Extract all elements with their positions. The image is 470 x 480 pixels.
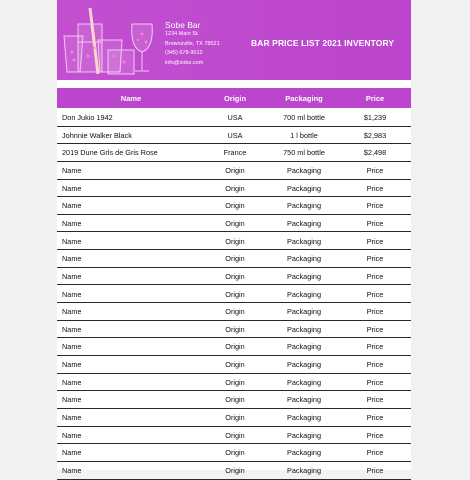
cell-origin: USA bbox=[227, 130, 243, 140]
table-row bbox=[57, 390, 411, 409]
table-row bbox=[57, 426, 411, 445]
cell-name: Name bbox=[62, 360, 82, 370]
cell-price: $2,983 bbox=[363, 130, 387, 140]
cell-packaging: Packaging bbox=[286, 218, 322, 228]
cell-price: Price bbox=[366, 360, 384, 370]
price-list-page bbox=[57, 0, 411, 475]
business-city: Brownsville, TX 78521 bbox=[165, 40, 220, 47]
business-info bbox=[165, 20, 220, 68]
business-name: Sobe Bar bbox=[165, 20, 201, 30]
column-header-price: Price bbox=[365, 94, 385, 103]
cell-packaging: Packaging bbox=[286, 448, 322, 458]
cell-origin: USA bbox=[227, 113, 243, 122]
table-row bbox=[57, 267, 411, 286]
cell-packaging: Packaging bbox=[286, 324, 322, 334]
table-row bbox=[57, 373, 411, 392]
cell-price: Price bbox=[366, 448, 384, 458]
cell-origin: Origin bbox=[225, 377, 245, 387]
cell-packaging: Packaging bbox=[286, 342, 322, 352]
table-row bbox=[57, 285, 411, 304]
cell-packaging: Packaging bbox=[286, 183, 322, 193]
cell-origin: Origin bbox=[225, 324, 245, 334]
cell-packaging: Packaging bbox=[286, 430, 322, 440]
cell-origin: Origin bbox=[225, 183, 245, 193]
column-header-origin: Origin bbox=[223, 94, 247, 103]
cell-name: Name bbox=[62, 183, 82, 193]
column-header-packaging: Packaging bbox=[285, 94, 323, 103]
cell-packaging: Packaging bbox=[286, 271, 322, 281]
table-row bbox=[57, 143, 411, 162]
cell-name: 2019 Dune Grls de Gris Rose bbox=[62, 148, 158, 158]
cell-packaging: Packaging bbox=[286, 201, 322, 211]
cell-price: Price bbox=[366, 395, 384, 405]
cell-name: Name bbox=[62, 413, 82, 423]
table-row bbox=[57, 126, 411, 145]
cell-packaging: Packaging bbox=[286, 377, 322, 387]
table-row bbox=[57, 232, 411, 251]
cell-name: Name bbox=[62, 271, 82, 281]
cell-price: Price bbox=[366, 342, 384, 352]
cell-origin: Origin bbox=[225, 165, 245, 175]
cell-packaging: 750 ml bottle bbox=[283, 148, 325, 158]
cell-origin: Origin bbox=[225, 289, 245, 299]
table-row bbox=[57, 408, 411, 427]
cell-packaging: 1 l bottle bbox=[290, 130, 318, 140]
cell-name: Name bbox=[62, 430, 82, 440]
cell-price: $2,498 bbox=[363, 148, 387, 158]
cell-name: Name bbox=[62, 448, 82, 458]
cell-packaging: Packaging bbox=[286, 360, 322, 370]
cell-packaging: Packaging bbox=[286, 307, 322, 317]
cell-origin: Origin bbox=[225, 236, 245, 246]
cell-price: Price bbox=[366, 307, 384, 317]
cell-price: Price bbox=[366, 183, 384, 193]
cell-price: Price bbox=[366, 201, 384, 211]
glasses-illustration-icon bbox=[62, 4, 157, 76]
cell-name: Name bbox=[62, 201, 82, 211]
table-row bbox=[57, 161, 411, 180]
cell-origin: Origin bbox=[225, 218, 245, 228]
cell-origin: Origin bbox=[225, 271, 245, 281]
cell-name: Name bbox=[62, 165, 82, 175]
cell-name: Name bbox=[62, 289, 82, 299]
cell-packaging: 700 ml bottle bbox=[283, 113, 325, 122]
cell-origin: Origin bbox=[225, 430, 245, 440]
table-row bbox=[57, 337, 411, 356]
cell-price: Price bbox=[366, 165, 384, 175]
cell-name: Johnnie Walker Black bbox=[62, 130, 132, 140]
cell-packaging: Packaging bbox=[286, 289, 322, 299]
business-email: info@sobe.com bbox=[165, 59, 204, 66]
table-row bbox=[57, 196, 411, 215]
cell-name: Name bbox=[62, 236, 82, 246]
business-address: 1234 Main St. bbox=[165, 31, 199, 37]
table-row bbox=[57, 302, 411, 321]
cell-price: Price bbox=[366, 236, 384, 246]
cell-price: $1,239 bbox=[363, 113, 387, 122]
cell-origin: Origin bbox=[225, 395, 245, 405]
cell-name: Name bbox=[62, 324, 82, 334]
table-row bbox=[57, 249, 411, 268]
document-title: BAR PRICE LIST 2021 INVENTORY bbox=[251, 38, 395, 48]
column-header-name: Name bbox=[120, 94, 142, 103]
cell-price: Price bbox=[366, 271, 384, 281]
cell-name: Name bbox=[62, 342, 82, 352]
cell-price: Price bbox=[366, 430, 384, 440]
cell-price: Price bbox=[366, 289, 384, 299]
business-phone: (345) 678-9012 bbox=[165, 50, 203, 56]
cell-origin: Origin bbox=[225, 466, 245, 475]
cell-price: Price bbox=[366, 254, 384, 264]
table-row bbox=[57, 108, 411, 127]
cell-name: Name bbox=[62, 377, 82, 387]
table-row bbox=[57, 461, 411, 480]
cell-price: Price bbox=[366, 413, 384, 423]
cell-packaging: Packaging bbox=[286, 254, 322, 264]
cell-origin: Origin bbox=[225, 342, 245, 352]
table-row bbox=[57, 320, 411, 339]
table-header bbox=[57, 88, 411, 108]
cell-origin: Origin bbox=[225, 448, 245, 458]
cell-name: Name bbox=[62, 466, 82, 475]
cell-packaging: Packaging bbox=[286, 413, 322, 423]
cell-packaging: Packaging bbox=[286, 395, 322, 405]
cell-price: Price bbox=[366, 377, 384, 387]
cell-name: Name bbox=[62, 218, 82, 228]
cell-name: Don Jukio 1942 bbox=[62, 113, 113, 122]
cell-price: Price bbox=[366, 466, 384, 475]
cell-origin: Origin bbox=[225, 307, 245, 317]
cell-origin: France bbox=[223, 148, 247, 158]
cell-price: Price bbox=[366, 324, 384, 334]
cell-price: Price bbox=[366, 218, 384, 228]
header-banner bbox=[57, 0, 411, 80]
table-row bbox=[57, 443, 411, 462]
cell-name: Name bbox=[62, 254, 82, 264]
cell-name: Name bbox=[62, 395, 82, 405]
cell-origin: Origin bbox=[225, 413, 245, 423]
cell-packaging: Packaging bbox=[286, 466, 322, 475]
cell-packaging: Packaging bbox=[286, 165, 322, 175]
table-row bbox=[57, 214, 411, 233]
cell-origin: Origin bbox=[225, 201, 245, 211]
table-row bbox=[57, 355, 411, 374]
table-row bbox=[57, 179, 411, 198]
cell-origin: Origin bbox=[225, 360, 245, 370]
cell-origin: Origin bbox=[225, 254, 245, 264]
cell-packaging: Packaging bbox=[286, 236, 322, 246]
cell-name: Name bbox=[62, 307, 82, 317]
